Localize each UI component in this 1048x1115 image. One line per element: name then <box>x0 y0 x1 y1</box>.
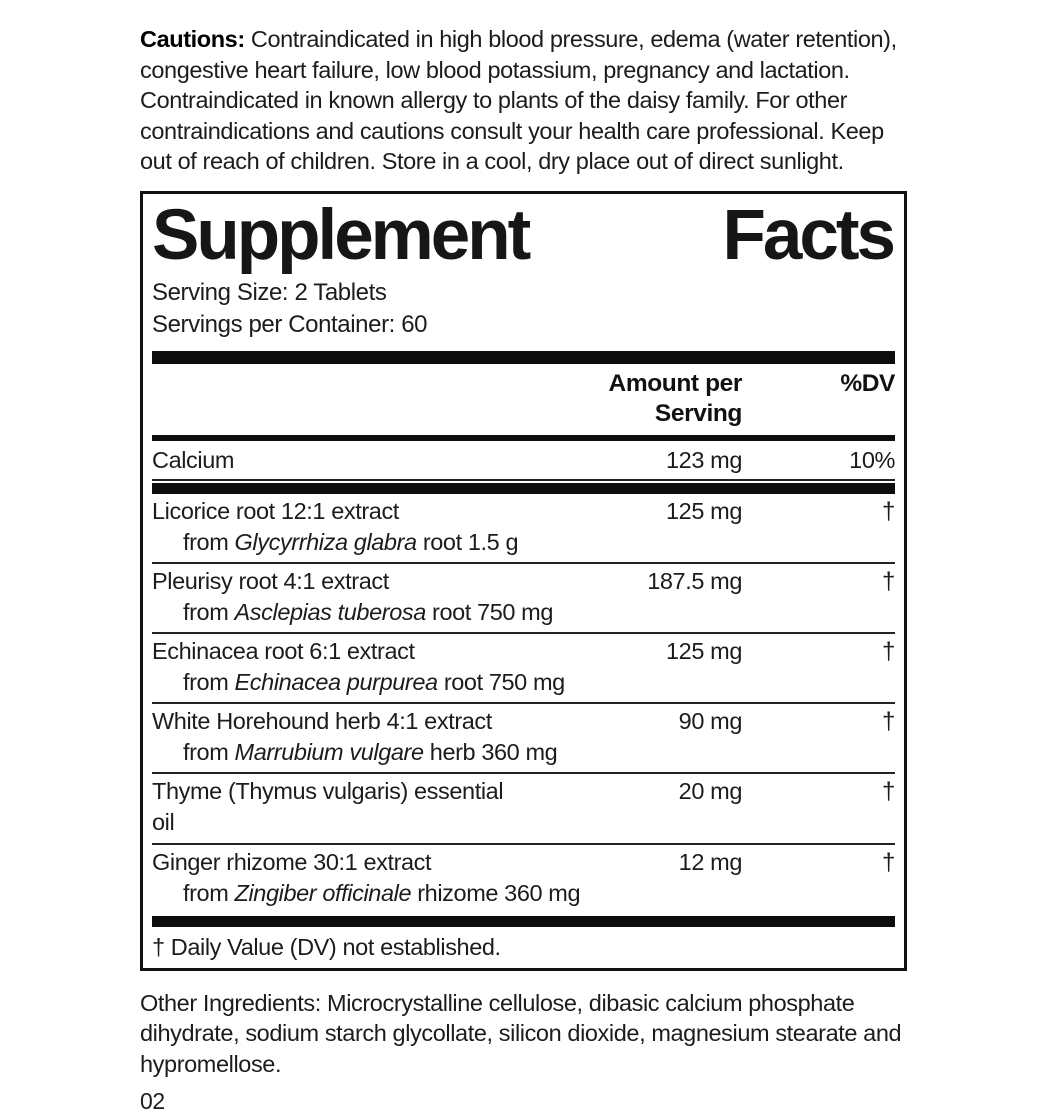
row-source <box>152 737 895 767</box>
row-amount: 20 mg <box>678 777 742 804</box>
row-source <box>152 597 895 627</box>
herb-row-thyme <box>152 772 895 843</box>
herb-row-licorice <box>152 494 895 562</box>
row-line <box>152 636 895 667</box>
row-source <box>152 527 895 557</box>
row-amount: 125 mg <box>666 497 742 524</box>
row-dv: † <box>882 497 895 525</box>
herb-row-white-horehound <box>152 702 895 772</box>
row-name: Ginger rhizome 30:1 extract <box>152 848 432 875</box>
source-species: Asclepias tuberosa <box>234 598 426 625</box>
row-dv: † <box>882 637 895 665</box>
other-ingredients-paragraph: Other Ingredients: Microcrystalline cellulose, dibasic calcium phosphate dihydrate, sodium starch glycollate, silicon dioxide, magnesium stearate and hypromellose. <box>140 989 902 1077</box>
row-line <box>152 496 895 527</box>
source-prefix: from <box>183 528 235 555</box>
column-header-amount: Amount per Serving <box>608 369 742 427</box>
row-dv: † <box>882 848 895 876</box>
panel-title-word-supplement: Supplement <box>152 195 529 275</box>
row-dv: † <box>882 567 895 595</box>
source-prefix: from <box>183 668 235 695</box>
dv-footnote: † Daily Value (DV) not established. <box>152 933 501 960</box>
row-name: Echinacea root 6:1 extract <box>152 637 415 664</box>
row-name: Thyme (Thymus vulgaris) essential oil <box>152 777 504 835</box>
divider-bar-after-calcium <box>152 483 895 494</box>
row-amount: 123 mg <box>666 446 742 473</box>
row-amount: 12 mg <box>678 848 742 875</box>
divider-bar-top <box>152 351 895 364</box>
row-name: Pleurisy root 4:1 extract <box>152 567 389 594</box>
source-suffix: root 750 mg <box>437 668 565 695</box>
source-suffix: herb 360 mg <box>423 738 558 765</box>
source-species: Glycyrrhiza glabra <box>234 528 417 555</box>
page-number: 02 <box>140 1088 165 1114</box>
supplement-facts-panel <box>140 191 907 971</box>
nutrient-row-calcium <box>152 441 895 481</box>
servings-per-container: Servings per Container: 60 <box>152 310 428 338</box>
source-prefix: from <box>183 738 235 765</box>
row-amount: 187.5 mg <box>647 567 742 594</box>
source-species: Marrubium vulgare <box>234 738 424 765</box>
source-prefix: from <box>183 879 235 906</box>
row-line <box>152 776 895 838</box>
cautions-paragraph <box>140 24 912 177</box>
herb-row-ginger <box>152 843 895 913</box>
row-source <box>152 878 895 908</box>
row-amount: 125 mg <box>666 637 742 664</box>
row-name: Calcium <box>152 446 235 473</box>
source-suffix: root 1.5 g <box>416 528 519 555</box>
herb-row-echinacea <box>152 632 895 702</box>
column-header-dv: %DV <box>840 369 895 397</box>
row-name: Licorice root 12:1 extract <box>152 497 399 524</box>
panel-title-word-facts: Facts <box>722 195 893 275</box>
table-header-row <box>152 364 895 435</box>
row-line <box>152 847 895 878</box>
row-dv: † <box>882 707 895 735</box>
row-amount: 90 mg <box>678 707 742 734</box>
row-dv: † <box>882 777 895 805</box>
row-dv: 10% <box>849 446 895 473</box>
source-species: Zingiber officinale <box>234 879 412 906</box>
cautions-label: Cautions: <box>140 26 245 52</box>
serving-size: Serving Size: 2 Tablets <box>152 278 387 306</box>
source-prefix: from <box>183 598 235 625</box>
source-species: Echinacea purpurea <box>234 668 438 695</box>
row-line <box>152 566 895 597</box>
source-suffix: root 750 mg <box>425 598 554 625</box>
herb-row-pleurisy <box>152 562 895 632</box>
panel-title <box>152 196 895 277</box>
row-line <box>152 706 895 737</box>
row-name: White Horehound herb 4:1 extract <box>152 707 492 734</box>
cautions-text: Contraindicated in high blood pressure, edema (water retention), congestive heart failure, low blood potassium, pregnancy and lactation. Contraindicated in known allergy to plants of the daisy family. For other contraindications and cautions consult your health care professional. Keep out of reach of children. Store in a cool, dry place out of direct sunlight. <box>140 26 897 174</box>
row-source <box>152 667 895 697</box>
source-suffix: rhizome 360 mg <box>411 879 581 906</box>
divider-bar-footnote <box>152 916 895 927</box>
